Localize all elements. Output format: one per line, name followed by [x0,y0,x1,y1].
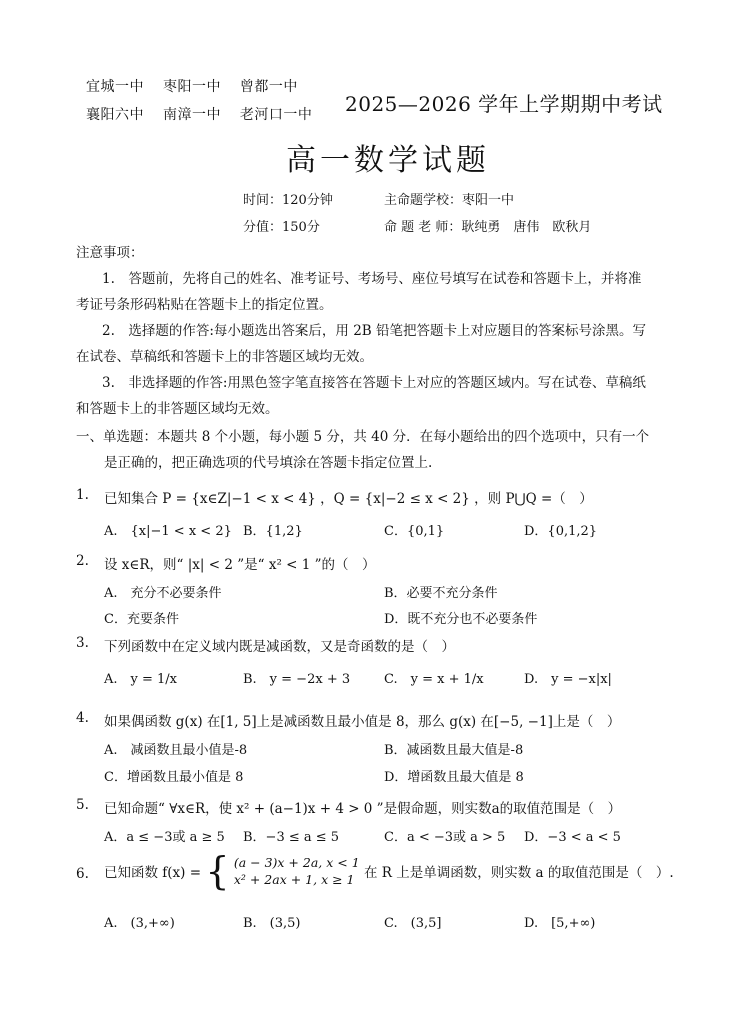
school: 宜城一中 [86,79,144,95]
exam-teachers: 命 题 老 师：耿纯勇 唐伟 欧秋月 [384,220,592,235]
school: 老河口一中 [239,107,313,123]
notice-item: 在试卷、草稿纸和答题卡上的非答题区域均无效。 [76,349,373,365]
school: 曾都一中 [239,79,298,95]
option-a: A. (3,+∞) [104,916,175,931]
question-stem: 下列函数中在定义域内既是减函数，又是奇函数的是（ ） [104,639,455,655]
option-c: C. (3,5] [384,916,442,931]
question-number: 2. [76,553,89,569]
question-stem: 已知集合 P = {x∈Z|−1 < x < 4} ，Q = {x|−2 ≤ x < 2} ，则 P⋃Q =（ ） [104,491,593,507]
school: 襄阳六中 [86,107,144,123]
question-stem: 如果偶函数 g(x) 在[1, 5]上是减函数且最小值是 8，那么 g(x) 在[−5, −1]上是（ ） [104,714,621,730]
school: 枣阳一中 [162,79,221,95]
option-d: D．−3 < a < 5 [524,830,621,845]
option-b: B. (3,5) [243,916,301,931]
piecewise-cases [234,854,360,888]
notice-item: 1. 答题前，先将自己的姓名、准考证号、考场号、座位号填写在试卷和答题卡上，并将准 [102,271,642,287]
notice-item: 考证号条形码粘贴在答题卡上的指定位置。 [76,297,333,313]
option-a: A. y = 1/x [104,672,178,687]
option-d: D．{0,1,2} [524,524,598,539]
exam-score: 分值：150分 [243,220,320,235]
option-a: A．a ≤ −3或 a ≥ 5 [104,830,225,845]
option-a: A. {x|−1 < x < 2} [104,524,232,539]
question-number: 1. [76,487,89,503]
question-number: 6. [76,866,89,882]
option-b: B．减函数且最大值是-8 [384,743,524,758]
question-stem: 已知命题“ ∀x∈R，使 x² + (a−1)x + 4 > 0 ”是假命题，则实数a的取值范围是（ ） [104,801,622,817]
notice-item: 和答题卡上的非答题区域均无效。 [76,401,279,417]
option-a: A. 充分不必要条件 [104,586,222,601]
option-c: C．{0,1} [384,524,445,539]
notice-item: 3. 非选择题的作答:用黑色签字笔直接答在答题卡上对应的答题区域内。写在试卷、草稿纸 [102,375,646,391]
question-number: 4. [76,710,89,726]
question-stem [104,849,674,893]
option-c: C．增函数且最小值是 8 [104,770,244,785]
option-b: B. y = −2x + 3 [243,672,351,687]
stem-suffix: 在 R 上是单调函数，则实数 a 的取值范围是（ ）. [363,865,674,881]
option-b: B．{1,2} [243,524,303,539]
option-d: D．增函数且最大值是 8 [384,770,524,785]
stem-prefix: 已知函数 f(x) = [104,865,202,881]
option-b: B．必要不充分条件 [384,586,498,601]
option-c: C．a < −3或 a > 5 [384,830,506,845]
exam-time: 时间：120分钟 [243,193,333,208]
piecewise-case: (a − 3)x + 2a, x < 1 [233,855,360,870]
left-brace-glyph: { [205,849,230,893]
school: 南漳一中 [162,107,221,123]
question-number: 3. [76,635,89,651]
page-title: 高一数学试题 [286,143,490,178]
piecewise-case: x² + 2ax + 1, x ≥ 1 [233,872,355,887]
notice-heading: 注意事项： [76,245,144,261]
option-d: D．既不充分也不必要条件 [384,612,538,627]
schools-row-1 [86,76,298,96]
option-d: D. y = −x|x| [524,672,612,687]
option-d: D. [5,+∞) [524,916,596,931]
schools-row-2 [86,104,312,124]
question-number: 5. [76,797,89,813]
section-heading-cont: 是正确的，把正确选项的代号填涂在答题卡指定位置上. [104,455,433,471]
option-c: C. y = x + 1/x [384,672,484,687]
option-b: B．−3 ≤ a ≤ 5 [243,830,340,845]
option-c: C．充要条件 [104,612,179,627]
section-heading: 一、单选题：本题共 8 个小题，每小题 5 分，共 40 分．在每小题给出的四个选项中，只有一个 [76,429,650,445]
notice-item: 2. 选择题的作答:每小题选出答案后，用 2B 铅笔把答题卡上对应题目的答案标号涂黑。写 [102,323,647,339]
exam-title: 2025—2026 学年上学期期中考试 [345,92,663,116]
exam-school: 主命题学校：枣阳一中 [384,193,515,208]
question-stem: 设 x∈R，则“ |x| < 2 ”是“ x² < 1 ”的（ ） [104,557,376,573]
option-a: A. 减函数且最小值是-8 [104,743,248,758]
